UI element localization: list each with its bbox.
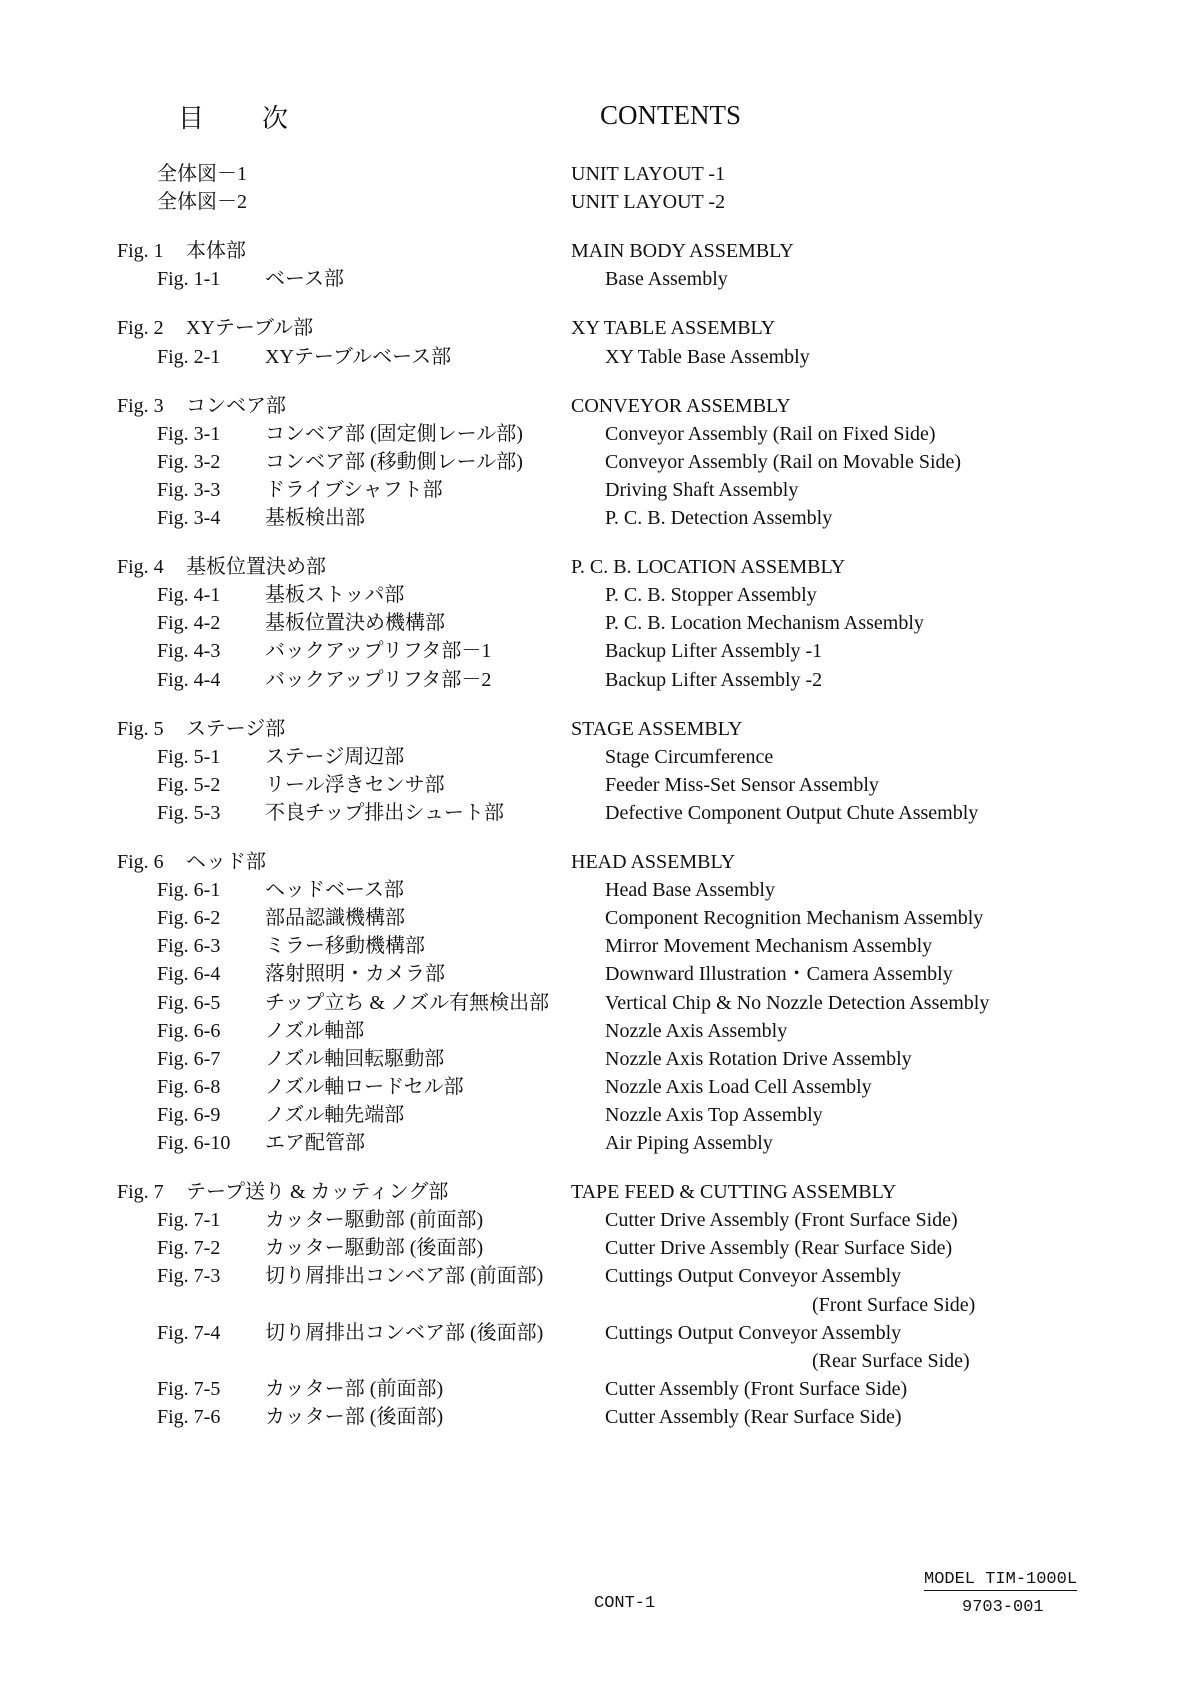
item-fig: Fig. 4-1 (157, 584, 221, 607)
item-title-en: Backup Lifter Assembly -2 (605, 668, 823, 691)
item-fig: Fig. 3-2 (157, 450, 221, 473)
section-title-en: MAIN BODY ASSEMBLY (571, 240, 794, 263)
item-fig: Fig. 5-1 (157, 745, 221, 768)
item-title-en: Nozzle Axis Load Cell Assembly (605, 1075, 872, 1098)
item-title-en: Cutter Assembly (Front Surface Side) (605, 1377, 908, 1400)
item-fig: Fig. 6-2 (157, 907, 221, 930)
item-title-en: Cutter Drive Assembly (Rear Surface Side) (605, 1237, 953, 1260)
item-fig: Fig. 6-8 (157, 1075, 221, 1098)
section-title-jp: 基板位置決め部 (186, 556, 326, 579)
item-row (0, 1206, 1190, 1234)
item-fig: Fig. 6-7 (157, 1047, 221, 1070)
unit-layout-jp: 全体図－2 (157, 191, 247, 214)
item-title-en: Head Base Assembly (605, 879, 775, 902)
unit-layout-en: UNIT LAYOUT -1 (571, 163, 726, 185)
item-title-jp: カッター駆動部 (後面部) (265, 1237, 484, 1260)
item-row (0, 771, 1190, 799)
item-title-jp: ベース部 (265, 268, 344, 291)
item-row (0, 799, 1190, 827)
item-fig: Fig. 7-5 (157, 1377, 221, 1400)
item-fig: Fig. 6-1 (157, 879, 221, 902)
item-title-jp: ノズル軸部 (265, 1019, 365, 1042)
item-fig: Fig. 3-1 (157, 422, 221, 445)
item-title-jp: バックアップリフタ部－2 (265, 668, 492, 691)
item-fig: Fig. 5-2 (157, 773, 221, 796)
section-title-en: XY TABLE ASSEMBLY (571, 317, 776, 340)
item-fig: Fig. 6-10 (157, 1132, 231, 1154)
section-row (0, 715, 1190, 743)
item-title-en: Air Piping Assembly (605, 1132, 773, 1154)
item-title-en: Feeder Miss-Set Sensor Assembly (605, 773, 879, 796)
section-row (0, 392, 1190, 420)
item-title-jp: ヘッドベース部 (265, 879, 404, 902)
item-title-en: Cutter Assembly (Rear Surface Side) (605, 1405, 902, 1428)
section-row (0, 553, 1190, 581)
item-fig: Fig. 5-3 (157, 801, 221, 824)
item-fig: Fig. 3-4 (157, 507, 221, 529)
item-title-en: Base Assembly (605, 268, 728, 291)
item-fig: Fig. 7-6 (157, 1405, 221, 1428)
section-fig: Fig. 7 (117, 1181, 164, 1204)
unit-layout-en: UNIT LAYOUT -2 (571, 191, 726, 214)
section-title-jp: テープ送り & カッティング部 (186, 1181, 449, 1204)
section-row (0, 848, 1190, 876)
item-row (0, 343, 1190, 371)
section-title-jp: ヘッド部 (186, 851, 266, 873)
unit-layout-row (0, 160, 1190, 188)
item-row (0, 989, 1190, 1017)
item-fig: Fig. 4-3 (157, 640, 221, 663)
section-title-jp: XYテーブル部 (186, 317, 314, 340)
title-en: CONTENTS (600, 100, 741, 130)
item-row (0, 476, 1190, 504)
item-row (0, 1129, 1190, 1157)
item-row (0, 932, 1190, 960)
item-fig: Fig. 4-4 (157, 668, 221, 691)
item-fig: Fig. 1-1 (157, 268, 221, 291)
item-fig: Fig. 2-1 (157, 345, 221, 368)
item-title-en: Cuttings Output Conveyor Assembly (605, 1321, 902, 1344)
item-title-en-continued: (Rear Surface Side) (812, 1349, 970, 1372)
item-title-en: Driving Shaft Assembly (605, 478, 799, 501)
section-title-en: P. C. B. LOCATION ASSEMBLY (571, 556, 846, 579)
section-title-en: STAGE ASSEMBLY (571, 717, 743, 740)
item-title-jp: リール浮きセンサ部 (265, 773, 445, 796)
item-title-jp: 不良チップ排出シュート部 (265, 801, 504, 824)
item-row (0, 265, 1190, 293)
item-title-en: Defective Component Output Chute Assembly (605, 801, 979, 824)
section-row (0, 237, 1190, 265)
item-title-en: P. C. B. Detection Assembly (605, 507, 833, 529)
section-title-jp: ステージ部 (186, 717, 286, 740)
item-title-en: Mirror Movement Mechanism Assembly (605, 935, 933, 958)
item-title-en: Nozzle Axis Rotation Drive Assembly (605, 1047, 912, 1070)
item-row (0, 1073, 1190, 1101)
section-fig: Fig. 3 (117, 394, 164, 417)
item-row (0, 1403, 1190, 1431)
section-title-jp: 本体部 (186, 240, 246, 263)
section-row (0, 314, 1190, 342)
item-fig: Fig. 6-3 (157, 935, 221, 958)
item-title-jp: ミラー移動機構部 (265, 935, 425, 958)
item-title-jp: ノズル軸先端部 (265, 1103, 405, 1126)
item-row (0, 1375, 1190, 1403)
section-fig: Fig. 1 (117, 240, 164, 263)
item-row (0, 960, 1190, 988)
item-title-jp: コンベア部 (移動側レール部) (265, 450, 523, 473)
item-row (0, 609, 1190, 637)
item-row (0, 1101, 1190, 1129)
item-title-jp: ノズル軸回転駆動部 (265, 1047, 445, 1070)
item-fig: Fig. 7-4 (157, 1321, 221, 1344)
section-fig: Fig. 4 (117, 556, 164, 579)
item-row (0, 666, 1190, 694)
item-title-jp: バックアップリフタ部－1 (265, 640, 492, 663)
item-title-jp: ステージ周辺部 (265, 745, 405, 768)
item-title-en: P. C. B. Location Mechanism Assembly (605, 612, 924, 635)
item-row-continuation (0, 1291, 1190, 1319)
item-title-en: Stage Circumference (605, 745, 774, 768)
item-title-jp: エア配管部 (265, 1132, 365, 1154)
item-title-en: Vertical Chip & No Nozzle Detection Assembly (605, 991, 990, 1014)
item-title-en: Nozzle Axis Assembly (605, 1019, 788, 1042)
item-title-en: Component Recognition Mechanism Assembly (605, 907, 984, 930)
item-title-jp: ノズル軸ロードセル部 (265, 1075, 464, 1098)
item-fig: Fig. 7-3 (157, 1265, 221, 1288)
item-title-jp: コンベア部 (固定側レール部) (265, 422, 523, 445)
item-row (0, 581, 1190, 609)
item-row (0, 1319, 1190, 1347)
item-title-jp: カッター部 (前面部) (265, 1377, 444, 1400)
item-fig: Fig. 4-2 (157, 612, 221, 635)
title-jp-2: 次 (262, 104, 289, 133)
item-title-en: Conveyor Assembly (Rail on Movable Side) (605, 450, 962, 473)
page-number: CONT-1 (594, 1594, 656, 1613)
section-title-en: TAPE FEED & CUTTING ASSEMBLY (571, 1181, 897, 1204)
item-title-jp: カッター部 (後面部) (265, 1405, 444, 1428)
item-title-jp: ドライブシャフト部 (265, 478, 443, 501)
item-title-jp: 基板位置決め機構部 (265, 612, 445, 635)
item-title-jp: 基板ストッパ部 (265, 584, 405, 607)
unit-layout-jp: 全体図－1 (157, 163, 247, 185)
item-fig: Fig. 7-1 (157, 1209, 221, 1232)
item-row (0, 1045, 1190, 1073)
item-title-jp: 切り屑排出コンベア部 (前面部) (265, 1265, 544, 1288)
item-title-en: Cuttings Output Conveyor Assembly (605, 1265, 902, 1288)
item-title-jp: 落射照明・カメラ部 (265, 963, 445, 986)
item-title-en: Backup Lifter Assembly -1 (605, 640, 823, 663)
item-title-jp: XYテーブルベース部 (265, 345, 452, 368)
item-title-en: Cutter Drive Assembly (Front Surface Side) (605, 1209, 958, 1232)
section-title-jp: コンベア部 (186, 394, 286, 417)
model-label: MODEL TIM-1000L (924, 1570, 1078, 1589)
item-title-en: Nozzle Axis Top Assembly (605, 1103, 823, 1126)
item-row (0, 1234, 1190, 1262)
item-title-en: XY Table Base Assembly (605, 345, 810, 368)
item-row (0, 1017, 1190, 1045)
item-row (0, 504, 1190, 532)
item-row (0, 448, 1190, 476)
section-row (0, 1178, 1190, 1206)
item-row (0, 904, 1190, 932)
title-jp-1: 目 (178, 104, 205, 133)
item-fig: Fig. 3-3 (157, 478, 221, 501)
item-title-jp: 部品認識機構部 (265, 907, 405, 930)
section-fig: Fig. 6 (117, 851, 164, 873)
item-fig: Fig. 7-2 (157, 1237, 221, 1260)
item-title-en-continued: (Front Surface Side) (812, 1293, 976, 1316)
item-fig: Fig. 6-5 (157, 991, 221, 1014)
item-row (0, 1262, 1190, 1290)
section-fig: Fig. 5 (117, 717, 164, 740)
item-fig: Fig. 6-6 (157, 1019, 221, 1042)
item-title-jp: 切り屑排出コンベア部 (後面部) (265, 1321, 544, 1344)
section-title-en: CONVEYOR ASSEMBLY (571, 394, 791, 417)
item-title-en: Downward Illustration・Camera Assembly (605, 963, 953, 986)
document-code: 9703-001 (962, 1598, 1044, 1617)
item-row (0, 637, 1190, 665)
item-title-jp: カッター駆動部 (前面部) (265, 1209, 484, 1232)
item-row-continuation (0, 1347, 1190, 1375)
item-row (0, 876, 1190, 904)
item-title-jp: 基板検出部 (265, 507, 365, 529)
item-title-en: Conveyor Assembly (Rail on Fixed Side) (605, 422, 936, 445)
unit-layout-row (0, 188, 1190, 216)
section-fig: Fig. 2 (117, 317, 164, 340)
item-fig: Fig. 6-4 (157, 963, 221, 986)
section-title-en: HEAD ASSEMBLY (571, 851, 736, 873)
item-row (0, 420, 1190, 448)
item-row (0, 743, 1190, 771)
item-title-jp: チップ立ち & ノズル有無検出部 (265, 991, 550, 1014)
item-title-en: P. C. B. Stopper Assembly (605, 584, 817, 607)
item-fig: Fig. 6-9 (157, 1103, 221, 1126)
